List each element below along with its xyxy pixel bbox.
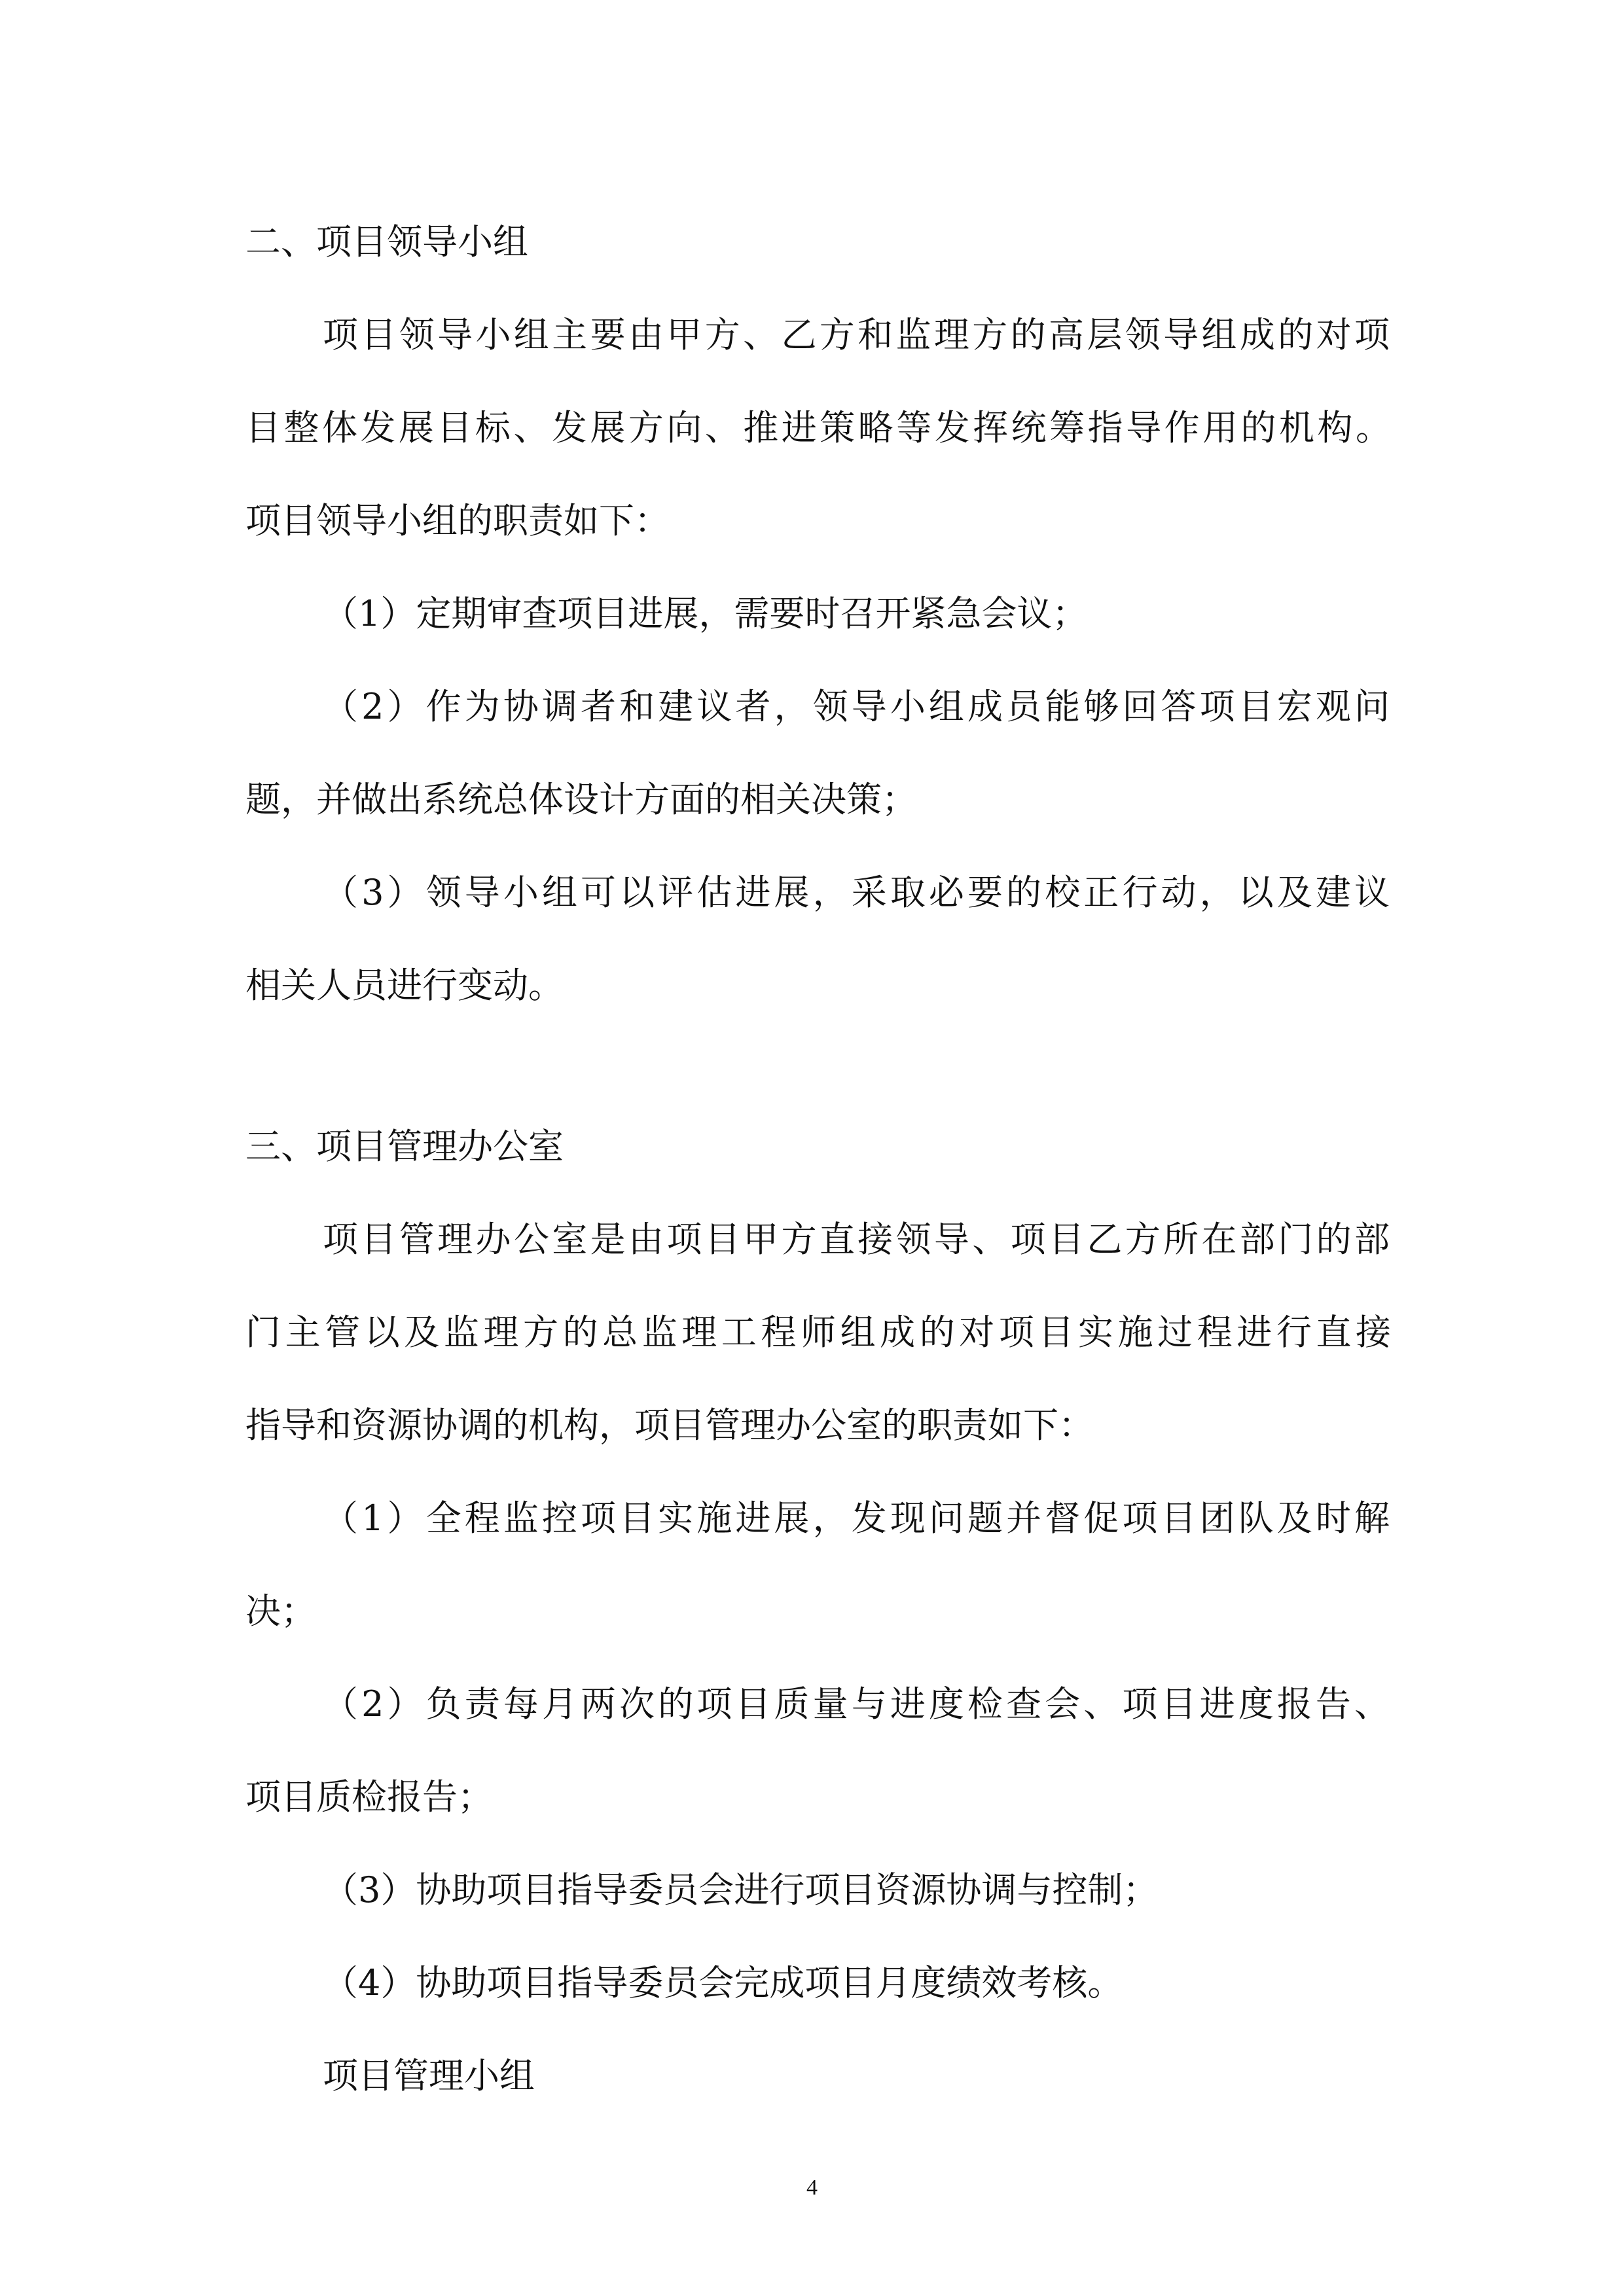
paragraph-line: 项目管理办公室是由项目甲方直接领导、项目乙方所在部门的部 [323, 1219, 1390, 1260]
paragraph-line: 目整体发展目标、发展方向、推进策略等发挥统筹指导作用的机构。 [245, 407, 1391, 448]
section-heading: 二、项目领导小组 [245, 221, 528, 262]
list-item-continuation: 相关人员进行变动。 [245, 965, 564, 1006]
paragraph-line: 门主管以及监理方的总监理工程师组成的对项目实施过程进行直接 [245, 1312, 1391, 1353]
list-item: （4）协助项目指导委员会完成项目月度绩效考核。 [323, 1962, 1123, 2003]
list-item: （1）全程监控项目实施进展，发现问题并督促项目团队及时解 [323, 1498, 1390, 1539]
list-item-continuation: 题，并做出系统总体设计方面的相关决策； [245, 779, 917, 820]
section-heading: 三、项目管理办公室 [245, 1126, 564, 1167]
list-item: （3）领导小组可以评估进展，采取必要的校正行动，以及建议 [323, 872, 1390, 913]
list-item-continuation: 决； [245, 1590, 316, 1632]
page-number: 4 [806, 2176, 818, 2200]
paragraph-line: 指导和资源协调的机构，项目管理办公室的职责如下： [245, 1405, 1094, 1446]
list-item: （2）负责每月两次的项目质量与进度检查会、项目进度报告、 [323, 1683, 1390, 1725]
paragraph-line: 项目领导小组的职责如下： [245, 500, 670, 541]
subheading: 项目管理小组 [323, 2055, 535, 2096]
list-item-continuation: 项目质检报告； [245, 1776, 493, 1818]
list-item: （1）定期审查项目进展，需要时召开紧急会议； [323, 593, 1088, 634]
list-item: （2）作为协调者和建议者，领导小组成员能够回答项目宏观问 [323, 686, 1390, 727]
paragraph-line: 项目领导小组主要由甲方、乙方和监理方的高层领导组成的对项 [323, 314, 1390, 355]
list-item: （3）协助项目指导委员会进行项目资源协调与控制； [323, 1869, 1159, 1910]
